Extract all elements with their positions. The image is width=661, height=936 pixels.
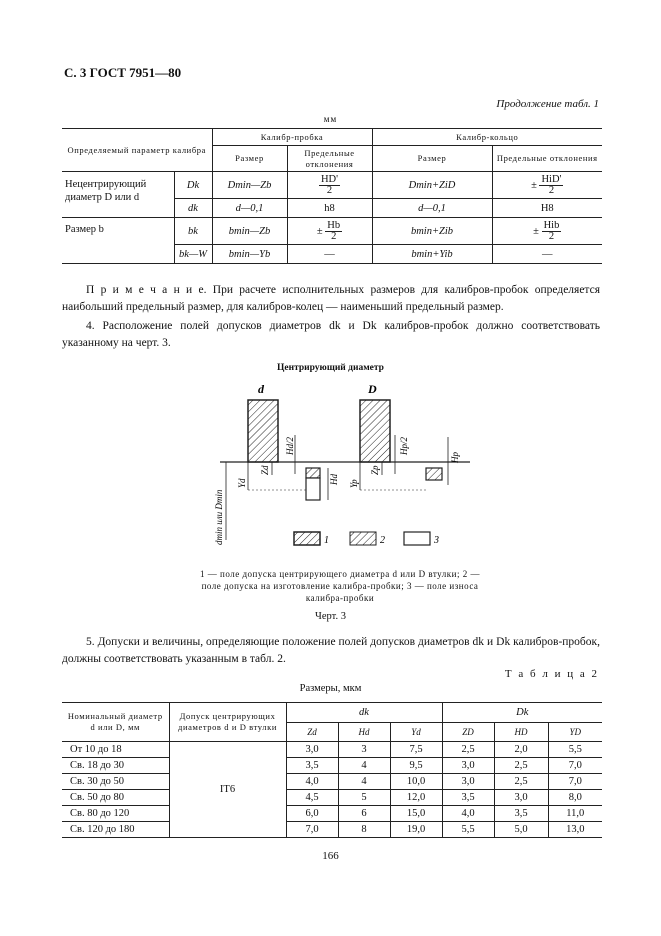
figure-caption: 1 — поле допуска центрирующего диаметра d или D втулки; 2 — поле допуска на изготовление калибра-пробки; 3 — поле износа калибра-пробки	[200, 569, 480, 603]
yD-cell: 8,0	[548, 790, 602, 806]
yD-cell: 13,0	[548, 822, 602, 838]
zd-cell: 4,5	[286, 790, 338, 806]
ring-size: bmin+Zib	[372, 218, 492, 245]
ring-dev: H8	[492, 199, 602, 218]
ring-dev	[492, 218, 602, 245]
col-param-header: Определяемый параметр калибра	[62, 129, 212, 172]
table2-title: Т а б л и ц а 2	[504, 668, 599, 680]
hD-cell: 5,0	[494, 822, 548, 838]
table-row	[62, 790, 602, 806]
plug-dev-header: Предельные отклонения	[287, 146, 372, 172]
tolerance-diagram	[200, 375, 490, 555]
table-row	[62, 822, 602, 838]
legend-swatch-1	[294, 532, 320, 545]
zd-cell: 6,0	[286, 806, 338, 822]
table-1	[62, 128, 602, 264]
table-row	[62, 758, 602, 774]
group-d-header: dk	[286, 703, 442, 723]
nominal-cell: Св. 80 до 120	[62, 806, 169, 822]
hD-cell: 2,5	[494, 758, 548, 774]
group-D-header: Dk	[442, 703, 602, 723]
sub-header: Hd	[338, 722, 390, 742]
figure-title: Центрирующий диаметр	[277, 363, 384, 373]
legend-swatch-3	[404, 532, 430, 545]
hd-cell: 8	[338, 822, 390, 838]
group-plug-header: Калибр-пробка	[212, 129, 372, 146]
table-row	[62, 172, 602, 199]
table-row	[62, 742, 602, 758]
hD-cell: 3,0	[494, 790, 548, 806]
plug-dev: h8	[287, 199, 372, 218]
yD-cell: 7,0	[548, 774, 602, 790]
note-paragraph: П р и м е ч а н и е. При расчете исполнительных размеров для калибров-пробок определяется наибольший предельный размер, для калибров-колец — наименьший предельный размер.	[62, 284, 600, 313]
frac-num: HD'	[320, 173, 339, 185]
frac-num: HiD'	[541, 173, 562, 185]
pm-sign: ±	[316, 225, 323, 237]
ring-dev: —	[492, 245, 602, 264]
wear-field	[306, 478, 320, 500]
dim-label: Yd	[237, 478, 247, 488]
yd-cell: 12,0	[390, 790, 442, 806]
nominal-cell: Св. 50 до 80	[62, 790, 169, 806]
nominal-cell: Св. 120 до 180	[62, 822, 169, 838]
row-symbol: Dk	[174, 172, 212, 199]
plug-field	[306, 468, 320, 478]
plug-field	[426, 468, 442, 480]
plug-size: Dmin—Zb	[212, 172, 287, 199]
zd-cell: 3,0	[286, 742, 338, 758]
yd-cell: 10,0	[390, 774, 442, 790]
page-number: 166	[322, 850, 339, 862]
table-row	[62, 218, 602, 245]
label-D: D	[368, 382, 377, 396]
frac-den: 2	[326, 184, 333, 196]
tolerance-cell: IT6	[169, 742, 286, 838]
yd-cell: 19,0	[390, 822, 442, 838]
sub-header: ZD	[442, 722, 494, 742]
hd-cell: 4	[338, 758, 390, 774]
hole-tolerance-field-d	[248, 400, 278, 462]
plug-size: d—0,1	[212, 199, 287, 218]
dim-label: Zd	[260, 465, 270, 475]
frac-den: 2	[331, 230, 337, 242]
table-row	[62, 774, 602, 790]
yd-cell: 7,5	[390, 742, 442, 758]
hd-cell: 6	[338, 806, 390, 822]
paragraph-5: 5. Допуски и величины, определяющие положение полей допусков диаметров dk и Dk калибров-пробок, должны соответствовать указанным в табл. 2.	[62, 636, 600, 665]
axis-label: dmin или Dmin	[214, 489, 224, 545]
dim-label: Zp	[370, 465, 380, 475]
plug-size: bmin—Zb	[212, 218, 287, 245]
sub-header: Zd	[286, 722, 338, 742]
row-param: Нецентрирующий диаметр D или d	[65, 179, 147, 203]
sub-header: Yd	[390, 722, 442, 742]
row-param: Размер b	[65, 224, 104, 235]
continuation-label: Продолжение табл. 1	[496, 98, 599, 110]
frac-num: Hb	[327, 219, 341, 231]
figure-number: Черт. 3	[315, 611, 346, 622]
zd-cell: 7,0	[286, 822, 338, 838]
zD-cell: 3,5	[442, 790, 494, 806]
zD-cell: 3,0	[442, 774, 494, 790]
hole-tolerance-field-D	[360, 400, 390, 462]
yD-cell: 5,5	[548, 742, 602, 758]
frac-den: 2	[548, 184, 555, 196]
ring-dev-header: Предельные отклонения	[492, 146, 602, 172]
group-ring-header: Калибр-кольцо	[372, 129, 602, 146]
row-symbol: bk	[174, 218, 212, 245]
col-nominal-header: Номинальный диаметр d или D, мм	[62, 703, 169, 742]
dim-label: Hd/2	[285, 437, 295, 455]
plug-size-header: Размер	[212, 146, 287, 172]
pm-sign: ±	[531, 179, 537, 191]
legend-swatch-2	[350, 532, 376, 545]
hD-cell: 3,5	[494, 806, 548, 822]
sub-header: HD	[494, 722, 548, 742]
zD-cell: 2,5	[442, 742, 494, 758]
row-symbol: dk	[174, 199, 212, 218]
table-row	[62, 806, 602, 822]
ring-size: bmin+Yib	[372, 245, 492, 264]
legend-label: 2	[380, 535, 385, 546]
frac-num: Hib	[543, 219, 560, 231]
label-d: d	[258, 382, 264, 396]
frac-den: 2	[548, 230, 555, 242]
col-tol-header: Допуск центрирующих диаметров d и D втулки	[169, 703, 286, 742]
plug-dev	[287, 172, 372, 199]
yD-cell: 11,0	[548, 806, 602, 822]
hd-cell: 5	[338, 790, 390, 806]
ring-size-header: Размер	[372, 146, 492, 172]
row-symbol: bk—W	[174, 245, 212, 264]
plug-dev: —	[287, 245, 372, 264]
hd-cell: 4	[338, 774, 390, 790]
dim-label: Yp	[349, 479, 359, 488]
plug-size: bmin—Yb	[212, 245, 287, 264]
pm-sign: ±	[533, 225, 539, 237]
ring-size: d—0,1	[372, 199, 492, 218]
plug-dev	[287, 218, 372, 245]
hD-cell: 2,5	[494, 774, 548, 790]
nominal-cell: Св. 30 до 50	[62, 774, 169, 790]
yd-cell: 15,0	[390, 806, 442, 822]
ring-size: Dmin+ZiD	[372, 172, 492, 199]
table-2	[62, 702, 602, 838]
hD-cell: 2,0	[494, 742, 548, 758]
table2-units: Размеры, мкм	[299, 683, 362, 694]
sub-header: YD	[548, 722, 602, 742]
zD-cell: 4,0	[442, 806, 494, 822]
dim-label: Hd	[329, 474, 339, 485]
hd-cell: 3	[338, 742, 390, 758]
zd-cell: 3,5	[286, 758, 338, 774]
page-header: С. 3 ГОСТ 7951—80	[64, 65, 182, 80]
legend-label: 3	[434, 535, 439, 546]
dim-label: Hp	[450, 452, 460, 463]
yd-cell: 9,5	[390, 758, 442, 774]
table1-units: мм	[323, 114, 338, 124]
ring-dev	[492, 172, 602, 199]
yD-cell: 7,0	[548, 758, 602, 774]
legend-label: 1	[324, 535, 329, 546]
dim-label: Hp/2	[399, 437, 409, 455]
zD-cell: 5,5	[442, 822, 494, 838]
paragraph-4: 4. Расположение полей допусков диаметров dk и Dk калибров-пробок должно соответствовать указанному на черт. 3.	[62, 320, 600, 349]
nominal-cell: От 10 до 18	[62, 742, 169, 758]
zd-cell: 4,0	[286, 774, 338, 790]
zD-cell: 3,0	[442, 758, 494, 774]
nominal-cell: Св. 18 до 30	[62, 758, 169, 774]
